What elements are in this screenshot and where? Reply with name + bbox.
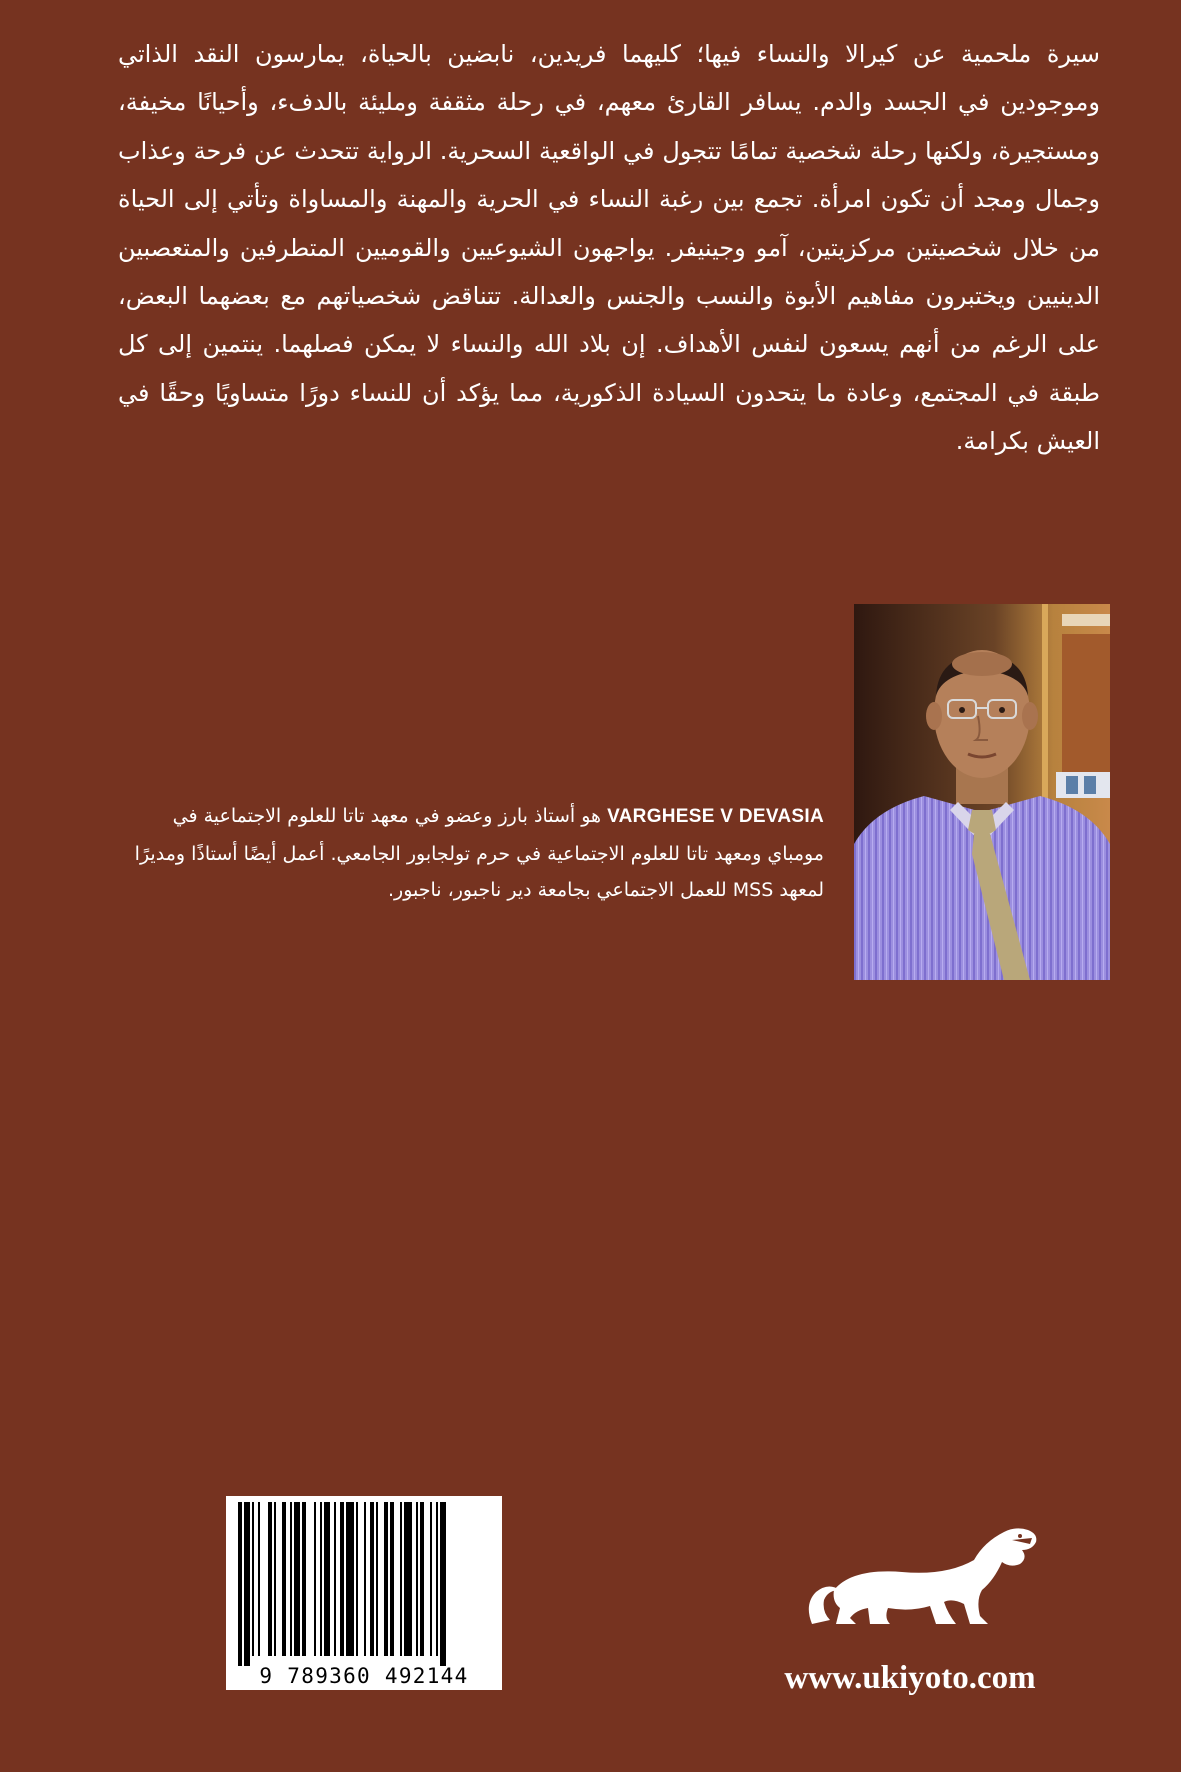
author-name: VARGHESE V DEVASIA xyxy=(607,806,824,827)
back-cover-blurb: سيرة ملحمية عن كيرالا والنساء فيها؛ كليهما فريدين، نابضين بالحياة، يمارسون النقد الذاتي وموجودين في الجسد والدم. يسافر القارئ معهم، في رحلة مثقفة ومليئة بالدفء، وأحيانًا مخيفة، ومستجيرة، ولكنها رحلة شخصية تمامًا تتجول في الواقعية السحرية. الرواية تتحدث عن فرحة وعذاب وجمال ومجد أن تكون امرأة. تجمع بين رغبة النساء في الحرية والمهنة والمساواة وتأتي إلى الحياة من خلال شخصيتين مركزيتين، آمو وجينيفر. يواجهون الشيوعيين والقوميين المتطرفين والمتعصبين الدينيين ويختبرون مفاهيم الأبوة والنسب والجنس والعدالة. تتناقض شخصياتهم مع بعضهما البعض، على الرغم من أنهم يسعون لنفس الأهداف. إن بلاد الله والنساء لا يمكن فصلهما. ينتمين إلى كل طبقة في المجتمع، وعادة ما يتحدون السيادة الذكورية، مما يؤكد أن للنساء دورًا متساويًا وحقًا في العيش بكرامة. xyxy=(118,40,1100,456)
author-bio-text: هو أستاذ بارز وعضو في معهد تاتا للعلوم الاجتماعية في مومباي ومعهد تاتا للعلوم الاجتماعية في حرم تولجابور الجامعي. أعمل أيضًا أستاذًا ومديرًا لمعهد MSS للعمل الاجتماعي بجامعة دير ناجبور، ناجبور. xyxy=(134,805,824,901)
isbn-number: 9 789360 492144 xyxy=(259,1664,469,1688)
isbn-barcode xyxy=(226,1496,502,1690)
leopard-logo-icon xyxy=(806,1520,1042,1632)
author-photo xyxy=(854,604,1110,980)
author-bio xyxy=(118,798,824,909)
publisher-website[interactable]: www.ukiyoto.com xyxy=(784,1660,1036,1696)
barcode-bars xyxy=(226,1496,502,1690)
